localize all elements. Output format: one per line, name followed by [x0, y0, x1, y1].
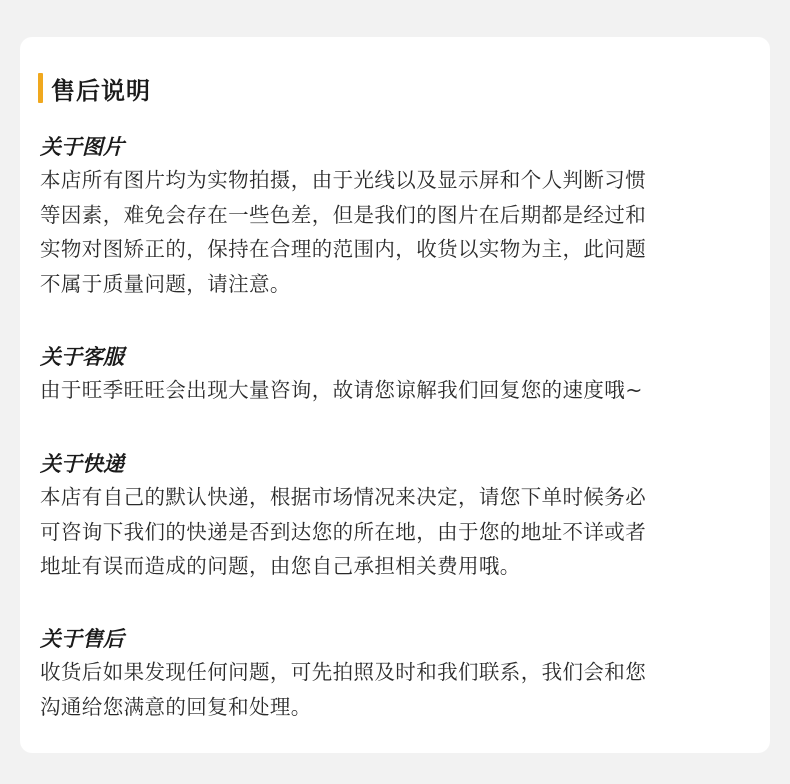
section-about-after-sales [40, 623, 752, 724]
section-title: 关于客服 [40, 345, 124, 369]
body-line: 沟通给您满意的回复和处理。 [40, 694, 312, 719]
page-heading [38, 72, 151, 104]
body-line: 实物对图矫正的，保持在合理的范围内，收货以实物为主，此问题 [40, 237, 647, 261]
section-title: 关于图片 [40, 135, 124, 159]
body-line: 不属于质量问题，请注意。 [40, 271, 291, 296]
body-line: 由于旺季旺旺会出现大量咨询，故请您谅解我们回复您的速度哦~ [40, 378, 643, 402]
body-line: 本店有自己的默认快递，根据市场情况来决定，请您下单时候务必 [40, 485, 647, 509]
body-line: 收货后如果发现任何问题，可先拍照及时和我们联系，我们会和您 [40, 660, 647, 684]
body-line: 等因素，难免会存在一些色差，但是我们的图片在后期都是经过和 [40, 202, 647, 227]
after-sales-card [20, 37, 770, 753]
body-line: 地址有误而造成的问题，由您自己承担相关费用哦。 [40, 554, 521, 578]
section-about-images [40, 131, 752, 301]
section-body [40, 163, 752, 301]
section-title: 关于快递 [40, 452, 124, 476]
page-title: 售后说明 [51, 76, 151, 105]
section-about-shipping [40, 448, 752, 584]
section-about-customer-service [40, 341, 752, 408]
body-line: 本店所有图片均为实物拍摄，由于光线以及显示屏和个人判断习惯 [40, 168, 647, 192]
section-body [40, 655, 752, 724]
body-line: 可咨询下我们的快递是否到达您的所在地，由于您的地址不详或者 [40, 519, 647, 544]
section-title: 关于售后 [40, 627, 124, 651]
section-body [40, 373, 752, 408]
heading-accent-bar [38, 73, 43, 103]
section-body [40, 480, 752, 584]
